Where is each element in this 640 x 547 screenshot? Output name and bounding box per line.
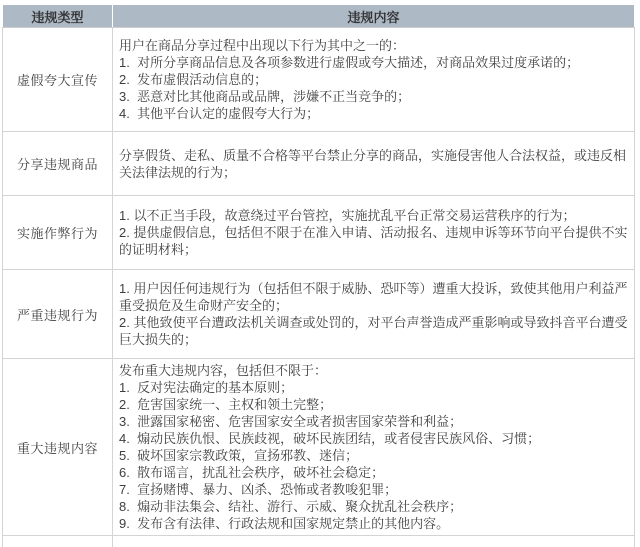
- table-row-sharing-prohibited-goods: [3, 132, 635, 196]
- violation-content-cell: [113, 196, 635, 270]
- content-line: 1. 反对宪法确定的基本原则；: [119, 380, 294, 395]
- column-header-violation-content: 违规内容: [113, 5, 635, 28]
- table-header-row: [3, 5, 635, 28]
- column-header-violation-type: 违规类型: [3, 5, 113, 28]
- content-line: 8. 煽动非法集会、结社、游行、示威、聚众扰乱社会秩序；: [119, 499, 463, 514]
- violation-content-cell-empty: [113, 536, 635, 547]
- violation-content-cell: [113, 359, 635, 536]
- table-row-serious-violation: [3, 270, 635, 359]
- content-line: 2. 发布虚假活动信息的；: [119, 72, 268, 87]
- content-line: 发布重大违规内容，包括但不限于：: [119, 363, 328, 378]
- violation-type-label: 重大违规内容: [3, 359, 113, 536]
- content-line: 6. 散布谣言，扰乱社会秩序，破坏社会稳定；: [119, 465, 385, 480]
- content-line: 3. 恶意对比其他商品或品牌，涉嫌不正当竞争的；: [119, 89, 411, 104]
- violation-type-label: 实施作弊行为: [3, 196, 113, 270]
- table-row-partial-cutoff: [3, 536, 635, 547]
- violation-type-cell-empty: [3, 536, 113, 547]
- violation-type-label: 虚假夸大宣传: [3, 28, 113, 132]
- content-line: 1. 用户因任何违规行为（包括但不限于威胁、恐吓等）遭重大投诉，致使其他用户利益严重受损危及生命财产安全的；: [119, 281, 628, 313]
- content-line: 用户在商品分享过程中出现以下行为其中之一的：: [119, 38, 406, 53]
- content-line: 4. 煽动民族仇恨、民族歧视，破坏民族团结，或者侵害民族风俗、习惯；: [119, 431, 541, 446]
- violation-content-cell: [113, 28, 635, 132]
- content-line: 9. 发布含有法律、行政法规和国家规定禁止的其他内容。: [119, 516, 450, 531]
- content-line: 1. 对所分享商品信息及各项参数进行虚假或夸大描述，对商品效果过度承诺的；: [119, 55, 580, 70]
- violation-content-cell: [113, 270, 635, 359]
- content-line: 4. 其他平台认定的虚假夸大行为；: [119, 106, 320, 121]
- content-line: 1. 以不正当手段，故意绕过平台管控，实施扰乱平台正常交易运营秩序的行为；: [119, 208, 576, 223]
- content-line: 2. 危害国家统一、主权和领土完整；: [119, 397, 333, 412]
- violation-type-label: 严重违规行为: [3, 270, 113, 359]
- content-line: 2. 提供虚假信息，包括但不限于在准入申请、活动报名、违规申诉等环节向平台提供不实的证明材料；: [119, 225, 628, 257]
- content-line: 5. 破坏国家宗教政策，宣扬邪教、迷信；: [119, 448, 359, 463]
- table-row-major-violation-content: [3, 359, 635, 536]
- table-row-false-advertising: [3, 28, 635, 132]
- violation-type-label: 分享违规商品: [3, 132, 113, 196]
- content-line: 分享假货、走私、质量不合格等平台禁止分享的商品，实施侵害他人合法权益，或违反相关法律法规的行为；: [119, 147, 627, 180]
- table-row-cheating-behavior: [3, 196, 635, 270]
- content-line: 7. 宣扬赌博、暴力、凶杀、恐怖或者教唆犯罪；: [119, 482, 398, 497]
- content-line: 2. 其他致使平台遭政法机关调查或处罚的，对平台声誉造成严重影响或导致抖音平台遭受巨大损失的；: [119, 315, 628, 347]
- violation-content-cell: [113, 132, 635, 196]
- content-line: 3. 泄露国家秘密、危害国家安全或者损害国家荣誉和利益；: [119, 414, 463, 429]
- violation-rules-table: [2, 4, 635, 547]
